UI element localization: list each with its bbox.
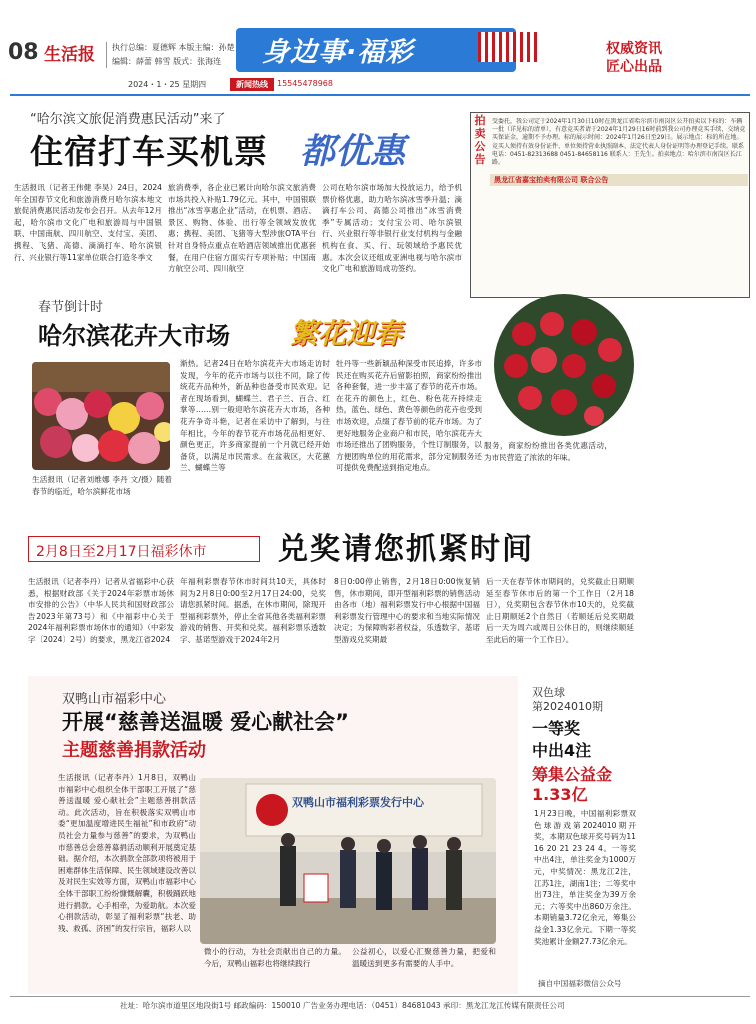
footer-info: 社址：哈尔滨市道里区地段街1号 邮政编码：150010 广告业务办理电话：（0451）84681043 承印：黑龙江龙江传媒有限责任公司 [120,1001,565,1010]
article1-column-3: 公司在哈尔滨市场加大投放运力，给予机票价格优惠，助力哈尔滨冰雪季升温；滴滴打车公司、高德公司推出“冰雪消费季”专属活动；支付宝公司、哈尔滨银行、兴业银行等非银行业支付机构与金融机构在食、买、行、玩领域给予惠民优惠。本次会议还组成亚洲电视与哈尔滨市文化广电和旅游局成功签约。 [322,183,462,274]
section-banner-title: 身边事·福彩 [262,37,414,68]
hotline-number: 15545478968 [277,79,333,88]
banner-stripes [478,32,540,62]
photo-banner-text: 双鸭山市福利彩票发行中心 [292,796,424,809]
slogan-line-1: 权威资讯 [606,41,662,57]
page-number: 08 [8,40,39,65]
lottery-title-2: 中出4注 [532,741,592,760]
article2-kicker: 春节倒计时 [38,300,104,315]
article4-column-2: 微小的行动，为社会贡献出自己的力量。今后，双鸭山福彩也将继续践行 [204,947,346,968]
article2-column-3: 牡丹等一些新颖品种深受市民追捧，许多市民还在购买花卉后留影拍照，商家纷纷推出各种套餐，进一步丰富了春节的花卉市场。在花卉的颜色上，红色、粉色花卉持续走热，蓝色、绿色、黄色等颜色的花卉也受到市场欢迎，点缀了春节前的花卉市场。为了更好地服务企业商户和市民，哈尔滨花卉大市场还推出了团购服务，个性订制服务，以方便团购单位的用花需求，部分定制服务还可提供免费配送到指定地点。 [336,359,482,473]
lottery-source: 摘自中国福彩微信公众号 [538,979,622,988]
lottery-title-4: 1.33亿 [532,785,588,804]
ad-company-band: 黑龙江省嘉宝拍卖有限公司 联合公告 [490,174,748,186]
article2-column-4: 服务，商家纷纷推出各类优惠活动，为市民营造了浓浓的年味。 [484,441,612,462]
article3-column-2: 年福利彩票春节休市时间共10天，具体时间为2月8日0:00至2月17日24:00，兑奖请您抓紧时间。据悉，在休市期间，除现开型福利彩票外，停止全省其他各类福利彩票游戏的销售、开奖和兑奖。福利彩票乐透数字、基诺型游戏于2024年2月 [180,577,326,644]
roses-circle-photo [494,294,634,436]
article1-column-1: 生活报讯（记者王伟健 李昊）24日，2024年全国春节文化和旅游消费月哈尔滨本地文旅促消费惠民活动发布会召开。从去年12月起，哈尔滨市文化广电和旅游局与中国银联、中国南航、四川航空、支付宝、美团、携程、飞猪、高德、滴滴打车、哈尔滨银行、兴业银行等11家单位联合打造冬季文 [14,183,162,262]
header-rule [10,94,750,96]
newspaper-logo: 生活报 [44,45,95,65]
slogan-line-2: 匠心出品 [606,59,662,75]
issue-date: 2024・1・25 星期四 [128,80,207,89]
article2-title-highlight: 繁花迎春 [290,317,403,350]
lottery-title-1: 一等奖 [532,719,581,738]
article4-column-3: 公益初心，以爱心汇聚慈善力量，把爱和温暖送到更多有需要的人手中。 [352,947,496,968]
ad-body-text: 受委托，我公司定于2024年1月30日10时在黑龙江省哈尔滨市南岗区公开拍卖以下标的：车辆一批（详见标的清单），有意竞买者请于2024年1月29日16时前到我公司办理竞买手续，交纳竞买保证金，逾期不予办理。标的展示时间：2024年1月26日至29日。展示地点：标的所在地。竞买人须持有效身份证件、单位须持营业执照副本、法定代表人身份证明等办理登记手续。联系电话：0451-82313688 0451-84658116 联系人：王先生。拍卖地点：哈尔滨市南岗区长江路。 [492,118,746,167]
article2-lead: 生活报讯（记者刘维娜 李丹 文/摄）随着春节的临近，哈尔滨鲜花市场 [32,475,172,496]
lottery-kicker-game: 双色球 [532,686,565,699]
article1-kicker: “哈尔滨文旅促消费惠民活动”来了 [30,112,226,127]
article1-column-2: 旅消费季，各企业已累计向哈尔滨文旅消费市场共投入补贴1.79亿元。其中，中国银联推出“冰雪享惠企业”活动，在机票、酒店、景区、购物、体验、出行等全领域发放优惠；携程、美团、飞猪等大型涉旅OTA平台针对自身特点重点在哈酒店领域推出优惠套餐，在用户住宿方面实行专项补贴；中国南方航空公司、四川航空 [168,183,316,274]
article4-title-line-1: 开展“慈善送温暖 爱心献社会” [62,710,349,734]
flower-market-photo [32,362,170,470]
article3-title: 兑奖请您抓紧时间 [278,532,534,567]
article3-column-1: 生活报讯（记者李丹）记者从省福彩中心获悉，根据财政部《关于2024年彩票市场休市安排的公告》（中华人民共和国财政部公告2023年第73号）和《中福彩中心关于2024年福利彩票市场休市的通知》（中彩发字〔2024〕2号）的要求，黑龙江省2024 [28,577,174,644]
lottery-title-3: 筹集公益金 [532,765,613,784]
article4-column-1: 生活报讯（记者李丹）1月8日，双鸭山市福彩中心组织全体干部职工开展了“慈善送温暖 爱心献社会”主题慈善捐款活动。此次活动，旨在积极落实双鸭山市委“更加温度增进民生福祉”和市政府“动员社会力量参与慈善”的要求，为双鸭山市慈善总会慈善募捐活动顺利开展奠定基础。据介绍，本次捐款全部款项将被用于困难群体生活保障、民生领域建设改善以及对民生实效等方面，双鸭山市福彩中心全体干部职工纷纷慷慨解囊，积极踊跃地进行捐款。心手相牵，为爱助航。本次爱心捐款活动，彰显了福利彩票“扶老、助残、救孤、济困”的发行宗旨，福彩人以 [58,773,196,933]
editors-line-2: 编辑：薛蕾 韩雪 版式：张海连 [112,57,222,66]
hotline-label: 新闻热线 [230,78,274,91]
article2-column-2: 渐热。记者24日在哈尔滨花卉大市场走访时发现，今年的花卉市场与以往不同，除了传统花卉品种外，新品种也备受市民欢迎。记者在现场看到，蝴蝶兰、君子兰、百合、红掌等……别一般迎哈尔滨花卉大市场，各种花卉争奇斗艳，记者在采访中了解到，与往年相比，今年的春节花卉市场花品相更好、颜色更正，许多商家提前一个月就已经开始备货，以满足市民需求。在盆栽区，大花蕙兰、蝴蝶兰等 [180,359,330,473]
header-divider [106,42,107,68]
article3-column-4: 后一天在春节休市期间的，兑奖截止日期顺延至春节休市后的第一个工作日（2月18日），兑奖期包含春节休市10天的，兑奖截止日期顺延2个自然日（若顺延后兑奖期最后一天为周六或周日公休日的，则继续顺延至此后的第一个工作日）。 [486,577,634,644]
article3-column-3: 8日0:00停止销售，2月18日0:00恢复销售，休市期间，即开型福利彩票的销售活动由各市（地）福利彩票发行中心根据中国福利彩票发行管理中心的要求和当地实际情况决定；为保障购彩者权益，乐透数字、基诺型游戏兑奖期最 [334,577,480,644]
lottery-body: 1月23日晚，中国福利彩票双色球游戏第2024010期开奖，本期双色球开奖号码为11 16 20 21 23 24 4。一等奖中出4注，单注奖金为1000万元，中奖情况：黑龙江2注，江苏1注，湖南1注；二等奖中出73注，单注奖金为39万余元；六等奖中出860万余注。本期销量3.72亿余元，筹集公益金1.33亿余元。下期一等奖奖池累计金额27.73亿余元。 [534,809,636,946]
article3-kicker: 2月8日至2月17日福彩休市 [36,544,207,560]
article4-kicker: 双鸭山市福彩中心 [62,692,167,707]
lottery-kicker-issue: 第2024010期 [532,700,603,713]
article1-title: 住宿打车买机票 [30,132,268,171]
ad-side-label: 拍卖公告 [474,114,486,166]
editors-line-1: 执行总编：夏德辉 本版主编：孙楚 [112,43,235,52]
article1-title-highlight: 都优惠 [300,132,406,172]
footer-rule [10,996,750,997]
article4-title-line-2: 主题慈善捐款活动 [62,740,206,761]
article2-title: 哈尔滨花卉大市场 [38,322,230,350]
